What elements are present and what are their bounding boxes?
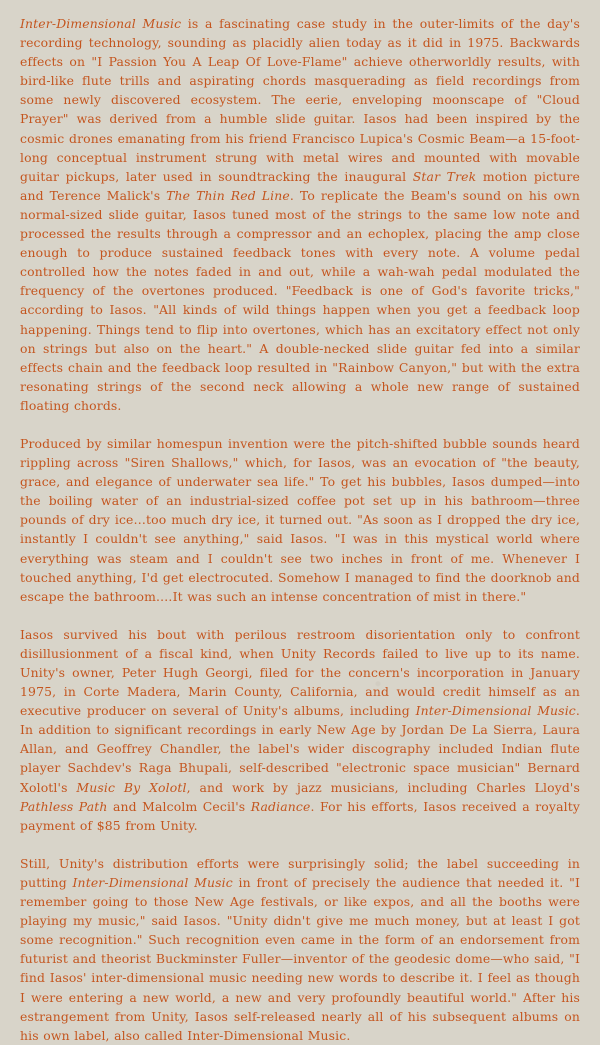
- title-emphasis: Radiance: [250, 798, 311, 814]
- text-run: . In addition to significant recordings in early New Age by Jordan De La Sierra, Laura Allan, and Geoffrey Chandler, the label's wider discography included Indian flute player Sachdev's Raga Bhupali, self-described "electronic space musician" Bernard Xolotl's: [20, 703, 580, 795]
- text-run: and Malcolm Cecil's: [107, 798, 251, 814]
- title-emphasis: Inter-Dimensional Music: [72, 874, 233, 890]
- title-emphasis: Inter-Dimensional Music: [20, 16, 182, 31]
- title-emphasis: Inter-Dimensional Music: [415, 703, 576, 719]
- paragraph: [20, 14, 580, 415]
- paragraph: [20, 854, 580, 1045]
- article-body: [20, 14, 580, 1045]
- text-run: Produced by similar homespun invention were the pitch-shifted bubble sounds heard rippling across "Siren Shallows," which, for Iasos, was an evocation of "the beauty, grace, and elegance of underwater sea life." To get his bubbles, Iasos dumped—into the boiling water of an industrial-sized coffee pot set up in his bathroom—three pounds of dry ice…too much dry ice, it turned out. "As soon as I dropped the dry ice, instantly I couldn't see anything," said Iasos. "I was in this mystical world where everything was steam and I couldn't see two inches in front of me. Whenever I touched anything, I'd get electrocuted. Somehow I managed to find the doorknob and escape the bathroom.…It was such an intense concentration of mist in there.": [20, 435, 580, 604]
- text-run: Still, Unity's distribution efforts were surprisingly solid; the label succeeding in putting: [20, 855, 580, 890]
- paragraph: [20, 625, 580, 835]
- text-run: motion picture and Terence Malick's: [20, 168, 580, 203]
- text-run: is a fascinating case study in the outer-limits of the day's recording technology, sounding as placidly alien today as it did in 1975. Backwards effects on "I Passion You A Leap Of Love-Flame" achieve otherworldly results, with bird-like flute trills and aspirating chords masquerading as field recordings from some newly discovered ecosystem. The eerie, enveloping moonscape of "Cloud Prayer" was derived from a humble slide guitar. Iasos had been inspired by the cosmic drones emanating from his friend Francisco Lupica's Cosmic Beam—a 15-foot-long conceptual instrument strung with metal wires and mounted with movable guitar pickups, later used in soundtracking the inaugural: [20, 16, 580, 184]
- title-emphasis: Pathless Path: [20, 798, 108, 814]
- title-emphasis: The Thin Red Line: [166, 187, 290, 203]
- text-run: . To replicate the Beam's sound on his own normal-sized slide guitar, Iasos tuned most of the strings to the same low note and processed the results through a compressor and an echoplex, placing the amp close enough to produce sustained feedback tones with every note. A volume pedal controlled how the notes faded in and out, while a wah-wah pedal modulated the frequency of the overtones produced. "Feedback is one of God's favorite tricks," according to Iasos. "All kinds of wild things happen when you get a feedback loop happening. Things tend to flip into overtones, which has an excitatory effect not only on strings but also on the heart." A double-necked slide guitar fed into a similar effects chain and the feedback loop resulted in "Rainbow Canyon," but with the extra resonating strings of the second neck allowing a whole new range of sustained floating chords.: [20, 187, 580, 413]
- text-run: Iasos survived his bout with perilous restroom disorientation only to confront disillusionment of a fiscal kind, when Unity Records failed to live up to its name. Unity's owner, Peter Hugh Georgi, filed for the concern's incorporation in January 1975, in Corte Madera, Marin County, California, and would credit himself as an executive producer on several of Unity's albums, including: [20, 626, 580, 719]
- paragraph: [20, 434, 580, 606]
- text-run: . For his efforts, Iasos received a royalty payment of $85 from Unity.: [20, 798, 580, 833]
- title-emphasis: Star Trek: [412, 168, 477, 184]
- text-run: in front of precisely the audience that needed it. "I remember going to those New Age festivals, or like expos, and all the booths were playing my music," said Iasos. "Unity didn't give me much money, but at least I got some recognition." Such recognition even came in the form of an endorsement from futurist and theorist Buckminster Fuller—inventor of the geodesic dome—who said, "I find Iasos' inter-dimensional music needing new words to describe it. I feel as though I were entering a new world, a new and very profoundly beautiful world." After his estrangement from Unity, Iasos self-released nearly all of his subsequent albums on his own label, also called Inter-Dimensional Music.: [20, 874, 580, 1043]
- text-run: , and work by jazz musicians, including Charles Lloyd's: [186, 779, 580, 795]
- title-emphasis: Music By Xolotl: [76, 779, 187, 795]
